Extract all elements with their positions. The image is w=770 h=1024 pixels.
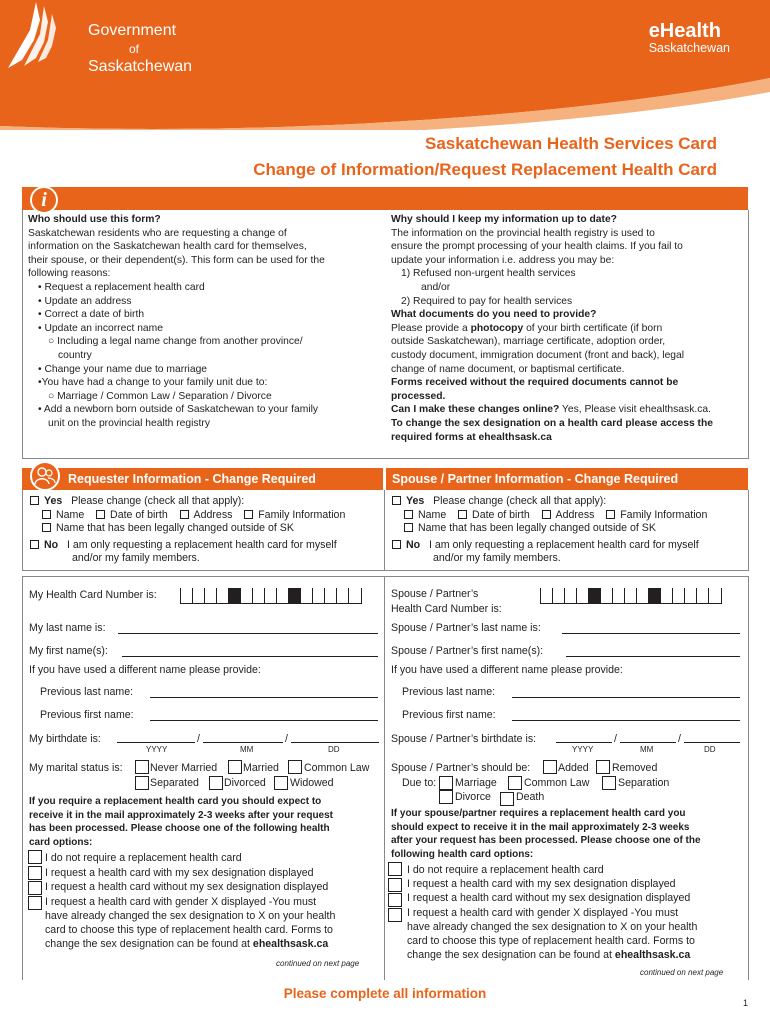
right-list-item: and/or (421, 281, 451, 293)
spouse-name-checkbox[interactable] (404, 510, 413, 519)
left-info (28, 213, 383, 431)
online-question: Can I make these changes online? (391, 404, 560, 416)
requester-yes-row (30, 495, 244, 507)
spouse-health-card-number-field[interactable] (540, 588, 722, 604)
page-number: 1 (742, 998, 748, 1008)
left-intro-line: information on the Saskatchewan health card for themselves, (28, 241, 307, 253)
right-opt4d-pre: change the sex designation can be found at (407, 949, 615, 961)
right-list-item: 2) Required to pay for health services (401, 295, 573, 307)
requester-opt-family: Family Information (258, 509, 346, 521)
first-name-label: My first name(s): (29, 645, 108, 657)
left-replace-note (29, 795, 379, 849)
last-name-field[interactable] (118, 633, 378, 634)
common-law-spouse-checkbox[interactable] (508, 776, 522, 790)
bullet-item: •You have had a change to your family unit due to: (38, 377, 268, 389)
spouse-no-text2: and/or my family members. (433, 552, 561, 564)
divider (22, 576, 23, 980)
requester-family-checkbox[interactable] (244, 510, 253, 519)
spouse-prev-first-field[interactable] (512, 720, 740, 721)
divider (22, 570, 749, 571)
divider (22, 210, 23, 458)
common-law-label: Common Law (304, 762, 370, 774)
requester-bar (22, 468, 383, 490)
spouse-legal-row (404, 522, 656, 534)
right-para2-line: custody document, immigration document (front and back), legal (391, 349, 685, 361)
requester-opt-legal: Name that has been legally changed outside of SK (56, 522, 294, 534)
right-replace-line: following health card options: (391, 848, 534, 860)
spouse-yes-label: Yes (406, 495, 425, 507)
divider (748, 490, 749, 570)
left-opt4d (45, 938, 328, 950)
first-name-field[interactable] (122, 656, 378, 657)
spouse-diff-label: If you have used a different name please provide: (391, 664, 623, 676)
right-opt2-checkbox[interactable] (388, 878, 402, 892)
requester-no-row (30, 539, 337, 551)
death-checkbox[interactable] (500, 792, 514, 806)
spouse-prev-first-label: Previous first name: (402, 709, 496, 721)
right-heading1: Why should I keep my information up to date? (391, 214, 617, 225)
due-to-label: Due to: (402, 777, 437, 789)
right-replace-line: after your request has been processed. Please choose one of the (391, 835, 701, 847)
requester-opt-dob: Date of birth (110, 509, 168, 521)
requester-no-checkbox[interactable] (30, 540, 39, 549)
married-checkbox[interactable] (228, 760, 242, 774)
left-replace-line: If you require a replacement health card you should expect to (29, 796, 322, 807)
requester-options-row (42, 509, 345, 521)
bullet-item: • Change your name due to marriage (38, 363, 208, 375)
right-sex-note (391, 417, 751, 444)
left-info-intro (28, 227, 383, 281)
marriage-label: Marriage (455, 777, 497, 789)
right-opt3-checkbox[interactable] (388, 893, 402, 907)
right-heading2: What documents do you need to provide? (391, 309, 597, 321)
requester-dob-checkbox[interactable] (96, 510, 105, 519)
last-name-label: My last name is: (29, 622, 106, 634)
right-opt4d (407, 949, 690, 961)
common-law-checkbox[interactable] (288, 760, 302, 774)
spouse-birth-day-field[interactable] (684, 742, 740, 743)
ehealth-sub: Saskatchewan (648, 41, 730, 55)
divorced-label: Divorced (224, 777, 266, 789)
online-answer: Yes, Please visit ehealthsask.ca. (559, 404, 711, 416)
divider (748, 210, 749, 458)
bullet-item: ○ Marriage / Common Law / Separation / Divorce (48, 390, 272, 402)
left-info-bullets (28, 281, 383, 431)
requester-no-label: No (44, 539, 59, 551)
date-sep: / (614, 733, 617, 745)
left-intro-line: Saskatchewan residents who are requesting a change of (28, 227, 287, 239)
ehealth-logo (649, 20, 730, 55)
spouse-mm: MM (640, 745, 654, 754)
requester-address-checkbox[interactable] (180, 510, 189, 519)
right-opt1-checkbox[interactable] (388, 862, 402, 876)
spouse-yes-text: Please change (check all that apply): (433, 495, 607, 507)
requester-opt-name: Name (56, 509, 85, 521)
complete-all-info: Please complete all information (283, 986, 487, 1001)
married-label: Married (243, 762, 279, 774)
form-title (253, 132, 717, 182)
health-card-number-field[interactable] (180, 588, 362, 604)
left-opt3: I request a health card without my sex designation displayed (45, 881, 329, 893)
bullet-item: • Request a replacement health card (38, 281, 205, 293)
never-married-checkbox[interactable] (135, 760, 149, 774)
divorce-label: Divorce (455, 791, 491, 803)
left-opt4c: card to choose this type of replacement health card. Forms to (45, 924, 333, 936)
spouse-first-field[interactable] (566, 656, 740, 657)
spouse-bday-label: Spouse / Partner’s birthdate is: (391, 733, 537, 745)
right-opt3: I request a health card without my sex designation displayed (407, 892, 691, 904)
spouse-dd: DD (704, 745, 716, 754)
right-replace-note (391, 807, 746, 861)
spouse-yes-row (392, 495, 606, 507)
right-replace-line: should expect to receive it in the mail approximately 2-3 weeks (391, 821, 690, 833)
government-wordmark (88, 22, 192, 76)
widowed-label: Widowed (290, 777, 334, 789)
right-opt4b: have already changed the sex designation to X on your health (407, 921, 698, 933)
birth-day-field[interactable] (291, 742, 379, 743)
info-icon: i (30, 186, 58, 214)
divider (22, 576, 749, 577)
left-opt2: I request a health card with my sex designation displayed (45, 867, 314, 879)
spouse-first-label: Spouse / Partner’s first name(s): (391, 645, 544, 657)
left-opt2-checkbox[interactable] (28, 866, 42, 880)
added-checkbox[interactable] (543, 760, 557, 774)
divider (22, 490, 23, 570)
spouse-no-text: I am only requesting a replacement health card for myself (428, 539, 699, 551)
spouse-bar-title: Spouse / Partner Information - Change Required (392, 472, 679, 486)
separation-label: Separation (618, 777, 670, 789)
bullet-item: country (58, 349, 92, 361)
spouse-opt-dob: Date of birth (472, 509, 530, 521)
requester-name-checkbox[interactable] (42, 510, 51, 519)
right-para1 (391, 227, 751, 268)
removed-label: Removed (612, 762, 658, 774)
right-para1-line: update your information i.e. address you may be: (391, 254, 615, 266)
title-line2: Change of Information/Request Replacement Health Card (253, 160, 717, 179)
spouse-address-checkbox[interactable] (542, 510, 551, 519)
spouse-family-checkbox[interactable] (606, 510, 615, 519)
separated-label: Separated (150, 777, 199, 789)
right-warn-line: Forms received without the required documents cannot be (391, 377, 679, 389)
left-opt3-checkbox[interactable] (28, 881, 42, 895)
diff-name-label: If you have used a different name please provide: (29, 664, 261, 676)
right-info (391, 213, 751, 444)
right-sex-line: To change the sex designation on a health card please access the (391, 417, 713, 429)
right-para2-first (391, 322, 751, 336)
requester-yes-checkbox[interactable] (30, 496, 39, 505)
requester-legal-row (42, 522, 294, 534)
left-intro-line: following reasons: (28, 268, 111, 280)
divorced-checkbox[interactable] (209, 776, 223, 790)
date-sep: / (197, 733, 200, 745)
spouse-hcn-label2: Health Card Number is: (391, 603, 502, 615)
spouse-opt-legal: Name that has been legally changed outside of SK (418, 522, 656, 534)
divider (384, 576, 385, 980)
divorce-checkbox[interactable] (439, 790, 453, 804)
right-list1 (391, 267, 751, 308)
widowed-checkbox[interactable] (274, 776, 288, 790)
spouse-bar (386, 468, 748, 490)
spouse-options-row (404, 509, 707, 521)
spouse-prev-last-label: Previous last name: (402, 686, 496, 698)
divider (22, 458, 749, 459)
spouse-last-label: Spouse / Partner’s last name is: (391, 622, 541, 634)
spouse-opt-address: Address (555, 509, 595, 521)
birthdate-label: My birthdate is: (29, 733, 101, 745)
right-continued: continued on next page (640, 968, 724, 977)
prev-last-field[interactable] (150, 697, 378, 698)
right-opt1: I do not require a replacement health card (407, 864, 604, 876)
right-opt2: I request a health card with my sex designation displayed (407, 878, 676, 890)
page-header (0, 0, 770, 130)
spouse-yyyy: YYYY (572, 745, 594, 754)
marital-label: My marital status is: (29, 762, 123, 774)
spouse-opt-family: Family Information (620, 509, 708, 521)
prev-first-label: Previous first name: (40, 709, 134, 721)
right-para1-line: ensure the prompt processing of your health claims. If you fail to (391, 241, 683, 253)
requester-yes-text: Please change (check all that apply): (71, 495, 245, 507)
divider (384, 490, 385, 570)
spouse-opt-name: Name (418, 509, 447, 521)
left-opt4b: have already changed the sex designation to X on your health (45, 910, 336, 922)
spouse-no-label: No (406, 539, 421, 551)
right-para2-line: outside Saskatchewan), marriage certificate, adoption order, (391, 336, 666, 348)
left-opt4: I request a health card with gender X displayed -You must (45, 896, 317, 908)
info-bar (22, 187, 748, 210)
title-line1: Saskatchewan Health Services Card (425, 134, 717, 153)
right-sex-line: required forms at ehealthsask.ca (391, 431, 552, 443)
never-married-label: Never Married (150, 762, 218, 774)
bullet-item: unit on the provincial health registry (48, 417, 210, 429)
right-opt4d-link[interactable]: ehealthsask.ca (614, 949, 691, 961)
people-icon (30, 461, 60, 491)
spouse-dob-checkbox[interactable] (458, 510, 467, 519)
right-warn-line: processed. (391, 390, 446, 402)
left-opt1-checkbox[interactable] (28, 850, 42, 864)
left-replace-line: receive it in the mail approximately 2-3 weeks after your request (29, 809, 334, 821)
right-opt4: I request a health card with gender X displayed -You must (407, 907, 679, 919)
left-opt4d-link[interactable]: ehealthsask.ca (252, 938, 329, 950)
left-intro-line: their spouse, or their dependent(s). This form can be used for the (28, 254, 325, 266)
added-label: Added (558, 762, 589, 774)
spouse-prev-last-field[interactable] (512, 697, 740, 698)
bullet-item: • Add a newborn born outside of Saskatchewan to your family (38, 404, 319, 416)
left-info-heading: Who should use this form? (28, 214, 161, 225)
left-replace-line: has been processed. Please choose one of the following health (29, 823, 330, 835)
right-opt4-checkbox[interactable] (388, 908, 402, 922)
bullet-item: • Update an address (38, 295, 132, 307)
right-online (391, 403, 751, 417)
gov-line3: Saskatchewan (88, 58, 193, 75)
requester-no-text2: and/or my family members. (72, 552, 200, 564)
right-para2-line: change of name document, or baptismal certificate. (391, 363, 625, 375)
right-replace-line: If your spouse/partner requires a replacement health card you (391, 808, 686, 819)
spouse-no-row (392, 539, 699, 551)
birth-month-field[interactable] (203, 742, 283, 743)
date-sep: / (678, 733, 681, 745)
left-opt4-checkbox[interactable] (28, 896, 42, 910)
common-law-spouse-label: Common Law (524, 777, 590, 789)
left-replace-line: card options: (29, 836, 93, 848)
spouse-birth-month-field[interactable] (620, 742, 676, 743)
right-warn (391, 376, 751, 403)
left-opt4d-pre: change the sex designation can be found at (45, 938, 253, 950)
spouse-last-field[interactable] (562, 633, 740, 634)
right-para2-pre: Please provide a (391, 322, 471, 334)
bullet-item: ○ Including a legal name change from another province/ (48, 336, 303, 348)
requester-yes-label: Yes (44, 495, 63, 507)
divider (748, 576, 749, 980)
left-opt1: I do not require a replacement health card (45, 852, 242, 864)
requester-opt-address: Address (193, 509, 233, 521)
dd-label: DD (328, 745, 340, 754)
spouse-hcn-label1: Spouse / Partner’s (391, 588, 479, 600)
removed-checkbox[interactable] (596, 760, 610, 774)
should-be-label: Spouse / Partner’s should be: (391, 762, 531, 774)
hcn-label: My Health Card Number is: (29, 589, 157, 601)
spouse-yes-checkbox[interactable] (392, 496, 401, 505)
separation-checkbox[interactable] (602, 776, 616, 790)
requester-bar-title: Requester Information - Change Required (68, 472, 316, 486)
right-para1-line: The information on the provincial health registry is used to (391, 227, 655, 239)
separated-checkbox[interactable] (135, 776, 149, 790)
date-sep: / (285, 733, 288, 745)
gov-of: of (128, 42, 139, 56)
right-para2-post: of your birth certificate (if born (523, 322, 663, 334)
spouse-no-checkbox[interactable] (392, 540, 401, 549)
spouse-birth-year-field[interactable] (556, 742, 612, 743)
birth-year-field[interactable] (117, 742, 195, 743)
right-para2 (391, 335, 751, 376)
right-opt4c: card to choose this type of replacement health card. Forms to (407, 935, 695, 947)
bullet-item: • Update an incorrect name (38, 322, 163, 334)
requester-no-text: I am only requesting a replacement health card for myself (66, 539, 337, 551)
right-list-item: 1) Refused non-urgent health services (401, 268, 576, 280)
prev-first-field[interactable] (150, 720, 378, 721)
requester-legal-checkbox[interactable] (42, 523, 51, 532)
marriage-checkbox[interactable] (439, 776, 453, 790)
yyyy-label: YYYY (146, 745, 168, 754)
ehealth-name: eHealth (648, 20, 721, 42)
bullet-item: • Correct a date of birth (38, 309, 145, 321)
mm-label: MM (240, 745, 254, 754)
spouse-legal-checkbox[interactable] (404, 523, 413, 532)
left-continued: continued on next page (276, 959, 360, 968)
death-label: Death (516, 791, 545, 803)
prev-last-label: Previous last name: (40, 686, 134, 698)
gov-line1: Government (88, 22, 177, 39)
right-para2-bold: photocopy (470, 322, 524, 334)
